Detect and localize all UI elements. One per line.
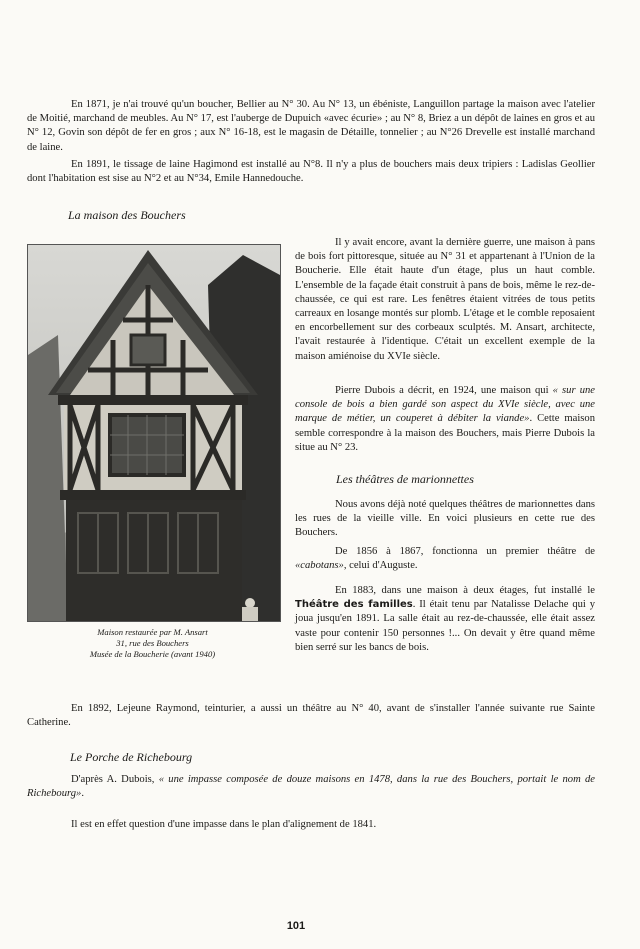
paragraph-1892: En 1892, Lejeune Raymond, teinturier, a aussi un théâtre au N° 40, avant de s'installer l'année suivante rue Sainte Catherine. bbox=[27, 703, 595, 729]
theatre-des-familles: Théâtre des familles bbox=[295, 599, 413, 611]
house-photo-drawing bbox=[28, 245, 280, 621]
paragraph-1883 bbox=[295, 584, 595, 655]
page-number: 101 bbox=[286, 920, 306, 932]
text-dubois-intro: Pierre Dubois a décrit, en 1924, une maison qui bbox=[335, 385, 553, 396]
photo-caption bbox=[40, 627, 265, 660]
text-richebourg-end: . bbox=[81, 788, 84, 800]
text-1883: En 1883, dans une maison à deux étages, fut installé le bbox=[335, 585, 595, 596]
heading-maison-des-bouchers: La maison des Bouchers bbox=[68, 208, 186, 222]
house-photo bbox=[27, 244, 281, 622]
paragraph-1891: En 1891, le tissage de laine Hagimond est installé au N°8. Il n'y a plus de bouchers mais deux tripiers : Ladislas Geollier dont l'habitation est sise au N°2 et au N°34, Emile Hannedouche. bbox=[27, 159, 595, 185]
text-richebourg-intro: D'après A. Dubois, bbox=[71, 774, 159, 785]
text-dubois-end: . Cette maison semble correspondre à la maison des Bouchers, mais Pierre Dubois la situe au N° 23. bbox=[295, 413, 595, 453]
caption-line-1: Maison restaurée par M. Ansart bbox=[97, 627, 208, 637]
text-1883-end: . Il était tenu par Natalisse Delache qui y joua jusqu'en 1891. La salle était au rez-de-chaussée, elle était assez vaste pour contenir 150 personnes !... On devait y être quand même bien serré sur les bancs de bois. bbox=[295, 599, 596, 653]
paragraph-alignement: Il est en effet question d'une impasse dans le plan d'alignement de 1841. bbox=[71, 819, 377, 830]
paragraph-pierre-dubois bbox=[295, 384, 595, 455]
paragraph-richebourg bbox=[27, 773, 595, 801]
heading-porche-richebourg: Le Porche de Richebourg bbox=[70, 750, 193, 764]
paragraph-1871: En 1871, je n'ai trouvé qu'un boucher, Bellier au N° 30. Au N° 13, un ébéniste, Languillon partage la maison avec l'atelier de Moitié, marchand de meubles. Au N° 17, est l'auberge de Dupuich «avec écurie» ; au N° 8, Briez a un dépôt de laines en gros et au N° 12, Govin son dépôt de fer en gros ; aux N° 16-18, est le magasin de Détaille, tonnelier ; au N°26 Drevelle est installé marchand de laine. bbox=[27, 99, 595, 153]
text-1856: De 1856 à 1867, fonctionna un premier théâtre de bbox=[335, 546, 595, 557]
paragraph-1856 bbox=[295, 545, 595, 573]
paragraph-theatres-intro: Nous avons déjà noté quelques théâtres de marionnettes dans les rues de la vieille ville. En voici plusieurs en cette rue des Bouchers. bbox=[295, 499, 595, 539]
text-auguste: , celui d'Auguste. bbox=[343, 560, 418, 572]
quote-dubois: « sur une console de bois a bien gardé son aspect du XVIe siècle, avec une marque de métier, un couperet à débiter la viande» bbox=[295, 385, 595, 425]
caption-line-2: 31, rue des Bouchers bbox=[116, 638, 189, 648]
quote-cabotans: «cabotans» bbox=[295, 560, 344, 572]
quote-richebourg: « une impasse composée de douze maisons en 1478, dans la rue des Bouchers, portait le nom de Richebourg» bbox=[27, 774, 596, 800]
heading-theatres-marionnettes: Les théâtres de marionnettes bbox=[336, 472, 474, 486]
paragraph-maison-bouchers: Il y avait encore, avant la dernière guerre, une maison à pans de bois fort pittoresque, située au N° 31 et appartenant à l'Union de la Boucherie. Elle était haute d'un étage, plus un haut comble. L'ensemble de la façade était construit à pans de bois, même le rez-de-chaussée, ce qui est rare. Les fenêtres étaient vitrées de tous petits carreaux en losange montés sur plomb. L'étage et le comble reposaient en encorbellement sur des corbeaux sculptés. M. Ansart, architecte, l'avait restaurée à l'identique. C'était un excellent exemple de la maison amiénoise du XVIe siècle. bbox=[295, 237, 595, 362]
caption-line-3: Musée de la Boucherie (avant 1940) bbox=[89, 649, 216, 659]
